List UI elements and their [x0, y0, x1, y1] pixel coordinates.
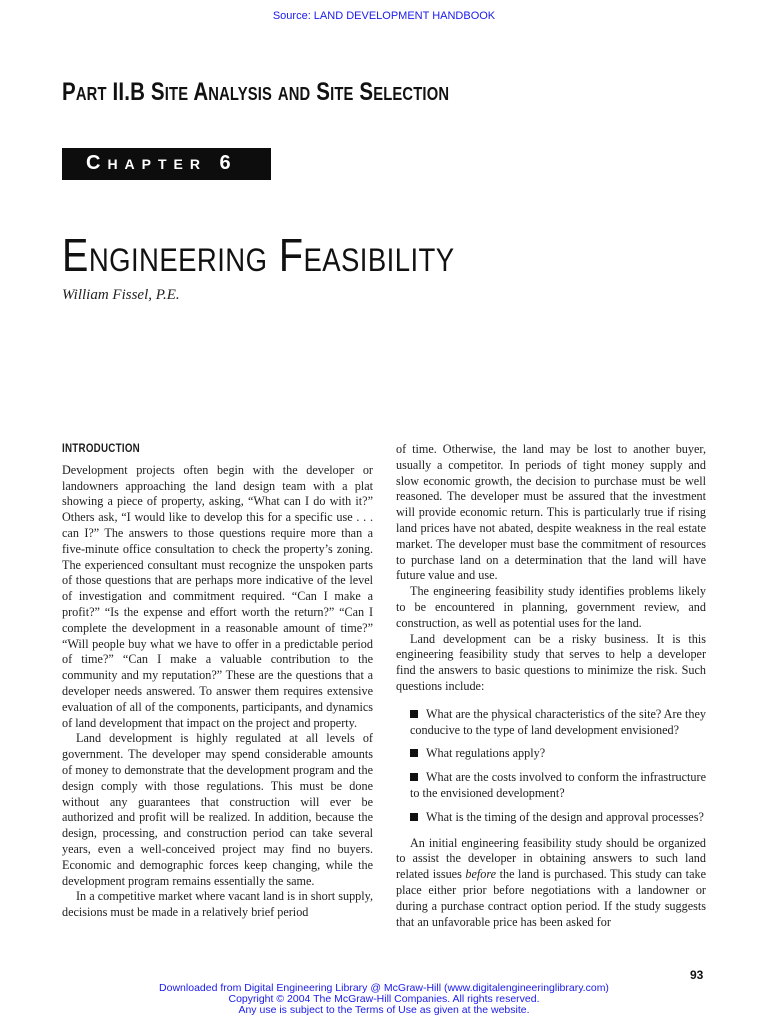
paragraph-text: An initial engineering feasibility study should be organized to assist the developer in obtaining answers to such land related issues — [396, 835, 706, 882]
chapter-title: Engineering Feasibility — [62, 229, 455, 281]
question-list — [396, 707, 706, 826]
list-item — [410, 746, 706, 762]
footer-download-link[interactable]: Downloaded from Digital Engineering Library @ McGraw-Hill (www.digitalengineeringlibrary.com) — [159, 982, 609, 994]
footer-terms-link[interactable]: Any use is subject to the Terms of Use as given at the website. — [238, 1004, 530, 1016]
paragraph-text: the land is purchased. This study can take place either prior before negotiations with a landowner or during a purchase contract option period. If the study suggests that an unfavorable price has been asked for — [396, 867, 706, 929]
paragraph: of time. Otherwise, the land may be lost to another buyer, usually a competitor. In periods of tight money supply and slow economic growth, the decision to purchase must be well reasoned. The developer must be assured that the investment will provide economic return. This is particularly true if rising land prices have not abated, despite weakness in the real estate market. The developer must base the commitment of resources to purchase land on a determination that the land will have future value and use. — [396, 442, 706, 583]
footer-copyright: Copyright © 2004 The McGraw-Hill Companies. All rights reserved. — [228, 993, 540, 1005]
emphasis-text: before — [465, 867, 497, 882]
square-bullet-icon — [410, 749, 418, 757]
paragraph: Land development is highly regulated at all levels of government. The developer may spend considerable amounts of money to demonstrate that the development program and the design comply with those regulations. This must be done without any guarantees that construction will ever be authorized and profit will be realized. In addition, because the design, processing, and construction period can take several years, even a well-conceived project may find no buyers. Economic and demographic forces keep changing, while the development program remains essentially the same. — [62, 731, 373, 888]
paragraph: In a competitive market where vacant land is in short supply, decisions must be made in a relatively brief period — [62, 889, 373, 920]
paragraph: Land development can be a risky business. It is this engineering feasibility study that serves to help a developer find the answers to basic questions to minimize the risk. Such questions include: — [396, 631, 706, 693]
chapter-label-box — [62, 148, 271, 180]
left-column — [62, 442, 373, 921]
paragraph — [396, 836, 706, 931]
list-item — [410, 770, 706, 802]
paragraph: The engineering feasibility study identifies problems likely to be encountered in planning, government review, and construction, as well as potential uses for the land. — [396, 584, 706, 630]
list-item-text: What are the physical characteristics of the site? Are they conducive to the type of land development envisioned? — [410, 706, 706, 737]
right-column — [396, 442, 706, 930]
square-bullet-icon — [410, 813, 418, 821]
square-bullet-icon — [410, 773, 418, 781]
footer — [0, 983, 768, 1016]
source-header[interactable]: Source: LAND DEVELOPMENT HANDBOOK — [272, 10, 496, 22]
square-bullet-icon — [410, 710, 418, 718]
chapter-label: Chapter 6 — [86, 152, 238, 174]
list-item-text: What regulations apply? — [426, 746, 546, 761]
list-item — [410, 810, 706, 826]
part-title: Part II.B Site Analysis and Site Selection — [62, 78, 450, 106]
list-item — [410, 707, 706, 739]
list-item-text: What are the costs involved to conform the infrastructure to the envisioned development? — [410, 770, 706, 800]
list-item-text: What is the timing of the design and approval processes? — [426, 809, 704, 824]
paragraph: Development projects often begin with the developer or landowners approaching the land design team with a plat showing a piece of property, asking, “What can I do with it?” Others ask, “I would like to develop this for a specific use . . . can I?” The answers to those questions require more than a five-minute office consultation to check the property’s zoning. The experienced consultant must recognize the unspoken parts of those questions that are perhaps more indicative of the level of investigation and commitment required. “Can I make a profit?” “Is the expense and effort worth the return?” “Can I complete the development in a reasonable amount of time?” “Will people buy what we have to offer in a predictable period of time?” “Can I make a valuable contribution to the community and my reputation?” These are the questions that a developer needs answered. To answer them requires extensive evaluation of all of the components, participants, and dynamics of land development that impact on the project and property. — [62, 462, 373, 730]
page-number: 93 — [690, 968, 704, 982]
author: William Fissel, P.E. — [62, 287, 180, 303]
section-heading: INTRODUCTION — [62, 443, 141, 455]
